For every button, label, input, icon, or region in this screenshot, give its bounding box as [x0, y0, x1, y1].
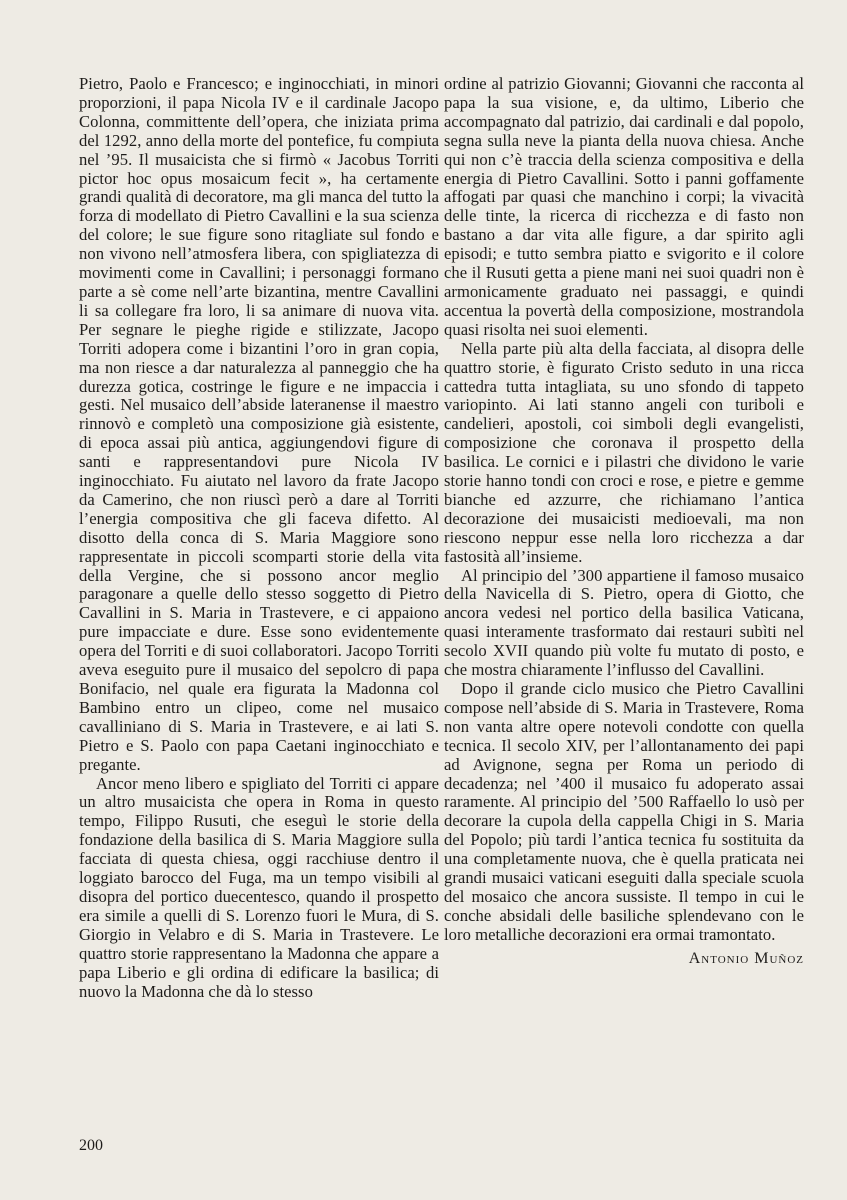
- right-column: [444, 75, 804, 969]
- paragraph: Al principio del ’300 appartiene il famoso musaico della Navicella di S. Pietro, opera di Giotto, che ancora vedesi nel portico della basilica Vaticana, quasi interamente trasformato dai restauri subìti nel secolo XVII quando più volte fu mutato di posto, e che mostra chiaramente l’influsso del Cavallini.: [444, 565, 804, 680]
- paragraph: Ancor meno libero e spigliato del Torriti ci appare un altro musaicista che opera in Roma in questo tempo, Filippo Rusuti, che eseguì le storie della fondazione della basilica di S. Maria Maggiore sulla facciata di questa chiesa, oggi racchiuse dentro il loggiato barocco del Fuga, ma un tempo visibili al disopra del portico duecentesco, quando il prospetto era simile a quelli di S. Lorenzo fuori le Mura, di S. Giorgio in Velabro e di S. Maria in Trastevere. Le quattro storie rappresentano la Madonna che appare a papa Liberio e gli ordina di edificare la basilica; di nuovo la Madonna che dà lo stesso: [79, 773, 439, 1001]
- paragraph: Nella parte più alta della facciata, al disopra delle quattro storie, è figurato Cristo seduto in una ricca cattedra tutta intagliata, su uno sfondo di tappeto variopinto. Ai lati stanno angeli con turiboli e candelieri, apostoli, coi simboli degli evangelisti, composizione che coronava il prospetto della basilica. Le cornici e i pilastri che dividono le varie storie hanno tondi con croci e rose, e pietre e gemme bianche ed azzurre, che richiamano l’antica decorazione dei musaicisti medioevali, ma non riescono neppur esse nella loro ricchezza a dar fastosità all’insieme.: [444, 338, 804, 566]
- paragraph: Dopo il grande ciclo musico che Pietro Cavallini compose nell’abside di S. Maria in Trastevere, Roma non vanta altre opere notevoli condotte con quella tecnica. Il secolo XIV, per l’allontanamento dei papi ad Avignone, segna per Roma un periodo di decadenza; nel ’400 il musaico fu adoperato assai raramente. Al principio del ’500 Raffaello lo usò per decorare la cupola della cappella Chigi in S. Maria del Popolo; più tardi l’antica tecnica fu sostituita da una completamente nuova, che è quella praticata nei grandi musaici vaticani eseguiti dalla speciale scuola del mosaico che ancora sussiste. Il tempo in cui le conche absidali delle basiliche splendevano con le loro metalliche decorazioni era ormai tramontato.: [444, 679, 804, 944]
- paragraph: ordine al patrizio Giovanni; Giovanni che racconta al papa la sua visione, e, da ultimo, Liberio che accompagnato dal patrizio, dai cardinali e dal popolo, segna sulla neve la pianta della nuova chiesa. Anche qui non c’è traccia della scienza compositiva e della energia di Pietro Cavallini. Sotto i panni goffamente affogati par quasi che manchino i corpi; la vivacità delle tinte, la ricerca di ricchezza e di fasto non bastano a dar vita alle figure, a dar spirito agli episodi; e tutto sembra piatto e svigorito e il colore che il Rusuti getta a piene mani nei suoi quadri non è armonicamente graduato nei passaggi, e quindi accentua la povertà della composizione, mostrandola quasi risolta nei suoi elementi.: [444, 74, 804, 339]
- author-signature: Antonio Muñoz: [688, 949, 804, 967]
- paragraph: Pietro, Paolo e Francesco; e inginocchiati, in minori proporzioni, il papa Nicola IV e il cardinale Jacopo Colonna, committente dell’opera, che iniziata prima del 1292, anno della morte del pontefice, fu compiuta nel ’95. Il musaicista che si firmò « Jacobus Torriti pictor hoc opus mosaicum fecit », ha certamente grandi qualità di decoratore, ma gli manca del tutto la forza di modellato di Pietro Cavallini e la sua scienza del colore; le sue figure sono ritagliate sul fondo e non vivono nell’atmosfera libera, con spigliatezza di movimenti come in Cavallini; i personaggi formano parte a sè come nell’arte bizantina, mentre Cavallini li sa collegare fra loro, li sa animare di nuova vita. Per segnare le pieghe rigide e stilizzate, Jacopo Torriti adopera come i bizantini l’oro in gran copia, ma non riesce a dar naturalezza al panneggio che ha durezza gotica, costringe le figure e ne impaccia i gesti. Nel musaico dell’abside lateranense il maestro rinnovò e completò una composizione già esistente, di epoca assai più antica, aggiungendovi figure di santi e rappresentandovi pure Nicola IV inginocchiato. Fu aiutato nel lavoro da frate Jacopo da Camerino, che non riuscì però a dare al Torriti l’energia compositiva che gli faceva difetto. Al disotto della conca di S. Maria Maggiore sono rappresentate in piccoli scomparti storie della vita della Vergine, che si possono ancor meglio paragonare a quelle dello stesso soggetto di Pietro Cavallini in S. Maria in Trastevere, e ci appaiono pure impacciate e dure. Esse sono evidentemente opera del Torriti e di suoi collaboratori. Jacopo Torriti aveva eseguito pure il musaico del sepolcro di papa Bonifacio, nel quale era figurata la Madonna col Bambino entro un clipeo, come nel musaico cavalliniano di S. Maria in Trastevere, e ai lati S. Pietro e S. Paolo con papa Caetani inginocchiato e pregante.: [79, 74, 439, 774]
- left-column: [79, 75, 439, 1001]
- page-number: 200: [79, 1137, 103, 1154]
